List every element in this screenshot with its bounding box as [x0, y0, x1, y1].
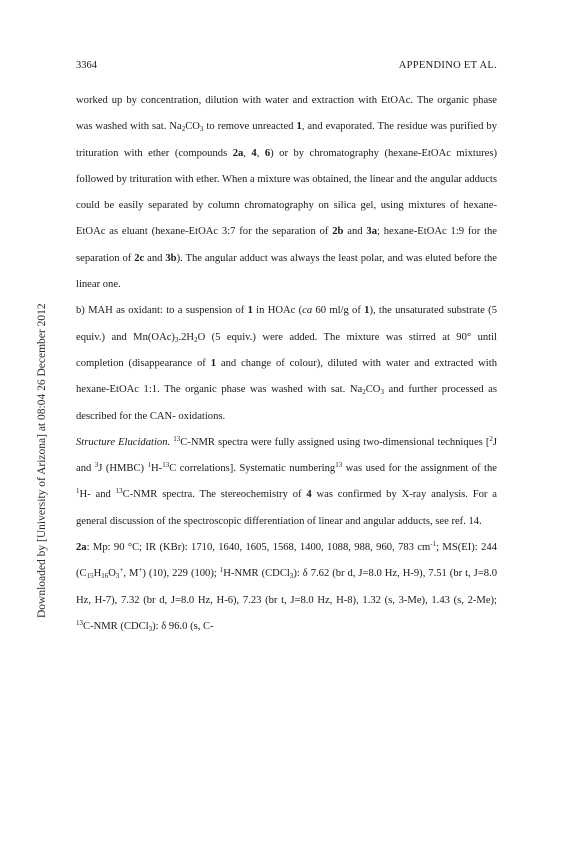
- text-run: 13: [162, 461, 170, 470]
- text-run: +: [119, 566, 124, 575]
- text-run: : Mp: 90 °C; IR (KBr): 1710, 1640, 1605, 1568, 1400, 1088, 988, 960, 783 cm: [86, 542, 431, 554]
- text-run: .2H: [178, 331, 195, 343]
- text-run: 3: [148, 624, 153, 633]
- text-run: 3: [174, 335, 179, 344]
- text-run: ,: [256, 147, 265, 159]
- paragraph-structure-elucidation: [76, 430, 497, 535]
- text-run: ): δ 96.0 (s, C-: [152, 620, 214, 632]
- text-run: 1: [210, 357, 216, 369]
- article-body: [76, 88, 497, 640]
- text-run: 4: [251, 147, 257, 159]
- text-run: H-: [151, 463, 163, 475]
- text-run: O: [108, 568, 116, 580]
- text-run: in HOAc (: [252, 305, 303, 317]
- text-run: 13: [115, 487, 123, 496]
- text-run: C-NMR spectra were fully assigned using two-dimensional techniques [: [180, 436, 490, 448]
- page-number: 3364: [76, 60, 97, 71]
- running-head: APPENDINO ET AL.: [398, 60, 497, 71]
- text-run: to remove unreacted: [203, 121, 297, 133]
- paragraph-compound-2a: [76, 535, 497, 640]
- text-run: 3: [289, 572, 294, 581]
- text-run: Structure Elucidation.: [76, 436, 171, 448]
- text-run: 3: [94, 461, 99, 470]
- text-run: 2a: [76, 542, 87, 554]
- text-run: ; hexane-EtOAc 1:9 for the separation of: [76, 226, 498, 264]
- paragraph-mah-oxidant: [76, 298, 497, 429]
- text-run: ). The angular adduct was always the least polar, and was eluted before the linear one.: [76, 252, 498, 291]
- text-run: 3: [380, 388, 384, 397]
- text-run: ), the unsaturated substrate (5 equiv.) and Mn(OAc): [76, 305, 497, 343]
- text-run: ; MS(EI): 244 (C: [76, 542, 497, 580]
- text-run: CO: [185, 121, 200, 133]
- text-run: was confirmed by X-ray analysis. For a general discussion of the spectroscopic differentiation of linear and angular adducts, see ref. 14.: [76, 489, 497, 527]
- paragraph-workup: [76, 88, 497, 298]
- text-run: was used for the assignment of the: [342, 463, 497, 475]
- text-run: J (HMBC): [98, 463, 148, 475]
- text-run: worked up by concentration, dilution with water and extraction with EtOAc. The organic phase was washed with sat. Na: [76, 95, 497, 133]
- text-run: H- and: [79, 489, 116, 501]
- text-run: 1: [247, 305, 253, 317]
- text-run: ,: [243, 147, 252, 159]
- text-run: 1: [219, 566, 224, 575]
- text-run: 4: [306, 489, 312, 501]
- text-run: O (5 equiv.) were added. The mixture was stirred at 90° until completion (disappearance of: [76, 331, 497, 369]
- text-run: and: [144, 252, 166, 264]
- text-run: , and evaporated. The residue was purified by trituration with ether (compounds: [76, 121, 497, 159]
- text-run: 1: [364, 305, 370, 317]
- text-run: ) (10), 229 (100);: [142, 568, 220, 580]
- text-run: 2: [181, 125, 186, 134]
- text-run: 2: [362, 388, 366, 397]
- download-watermark: Downloaded by [University of Arizona] at 08:04 26 December 2012: [36, 303, 48, 618]
- text-run: 13: [173, 434, 181, 443]
- text-run: 6: [264, 147, 271, 159]
- text-run: b) MAH as oxidant: to a suspension of: [76, 305, 248, 317]
- text-run: 3a: [366, 226, 377, 238]
- text-run: +: [138, 566, 143, 575]
- text-run: C-NMR (CDCl: [83, 620, 149, 632]
- text-run: C correlations]. Systematic numbering: [169, 463, 336, 475]
- text-run: 2b: [332, 226, 344, 238]
- text-run: 1: [76, 487, 80, 496]
- text-run: and further processed as described for the CAN- oxidations.: [76, 384, 497, 422]
- text-run: and change of colour), diluted with water and extracted with hexane-EtOAc 1:1. The organic phase was washed with sat. Na: [76, 357, 497, 396]
- text-run: H: [93, 568, 102, 580]
- text-run: 3: [199, 125, 204, 134]
- text-run: 2c: [134, 252, 145, 264]
- text-run: ) or by chromatography (hexane-EtOAc mixtures) followed by trituration with ether. When a mixture was obtained, the linear and the angular adducts could be easily separated by column chromatography on silica gel, using mixtures of hexane-EtOAc as eluant (hexane-EtOAc 3:7 for the separation of: [76, 147, 498, 238]
- text-run: ca: [302, 305, 313, 317]
- text-run: H-NMR (CDCl: [223, 568, 290, 580]
- text-run: and: [343, 226, 367, 238]
- text-run: 3b: [165, 252, 177, 264]
- text-run: CO: [365, 384, 381, 396]
- text-run: 13: [335, 461, 343, 470]
- text-run: , M: [123, 568, 139, 580]
- text-run: 2a: [232, 147, 244, 159]
- text-run: 60 ml/g of: [312, 305, 365, 317]
- text-run: C-NMR spectra. The stereochemistry of: [122, 489, 307, 501]
- text-run: -1: [430, 540, 437, 549]
- text-run: 15: [86, 572, 94, 581]
- text-run: 2: [489, 434, 493, 443]
- text-run: 13: [76, 618, 83, 627]
- text-run: 2: [194, 335, 198, 344]
- text-run: 1: [147, 461, 152, 470]
- text-run: J and: [76, 436, 497, 475]
- text-run: 3: [115, 572, 120, 581]
- text-run: ): δ 7.62 (br d, J=8.0 Hz, H-9), 7.51 (br t, J=8.0 Hz, H-7), 7.32 (br d, J=8.0 Hz, H-6), 7.23 (br t, J=8.0 Hz, H-8), 1.32 (s, 3-Me), 1.43 (s, 2-Me);: [76, 568, 498, 606]
- text-run: 16: [101, 572, 109, 581]
- text-run: 1: [296, 121, 302, 133]
